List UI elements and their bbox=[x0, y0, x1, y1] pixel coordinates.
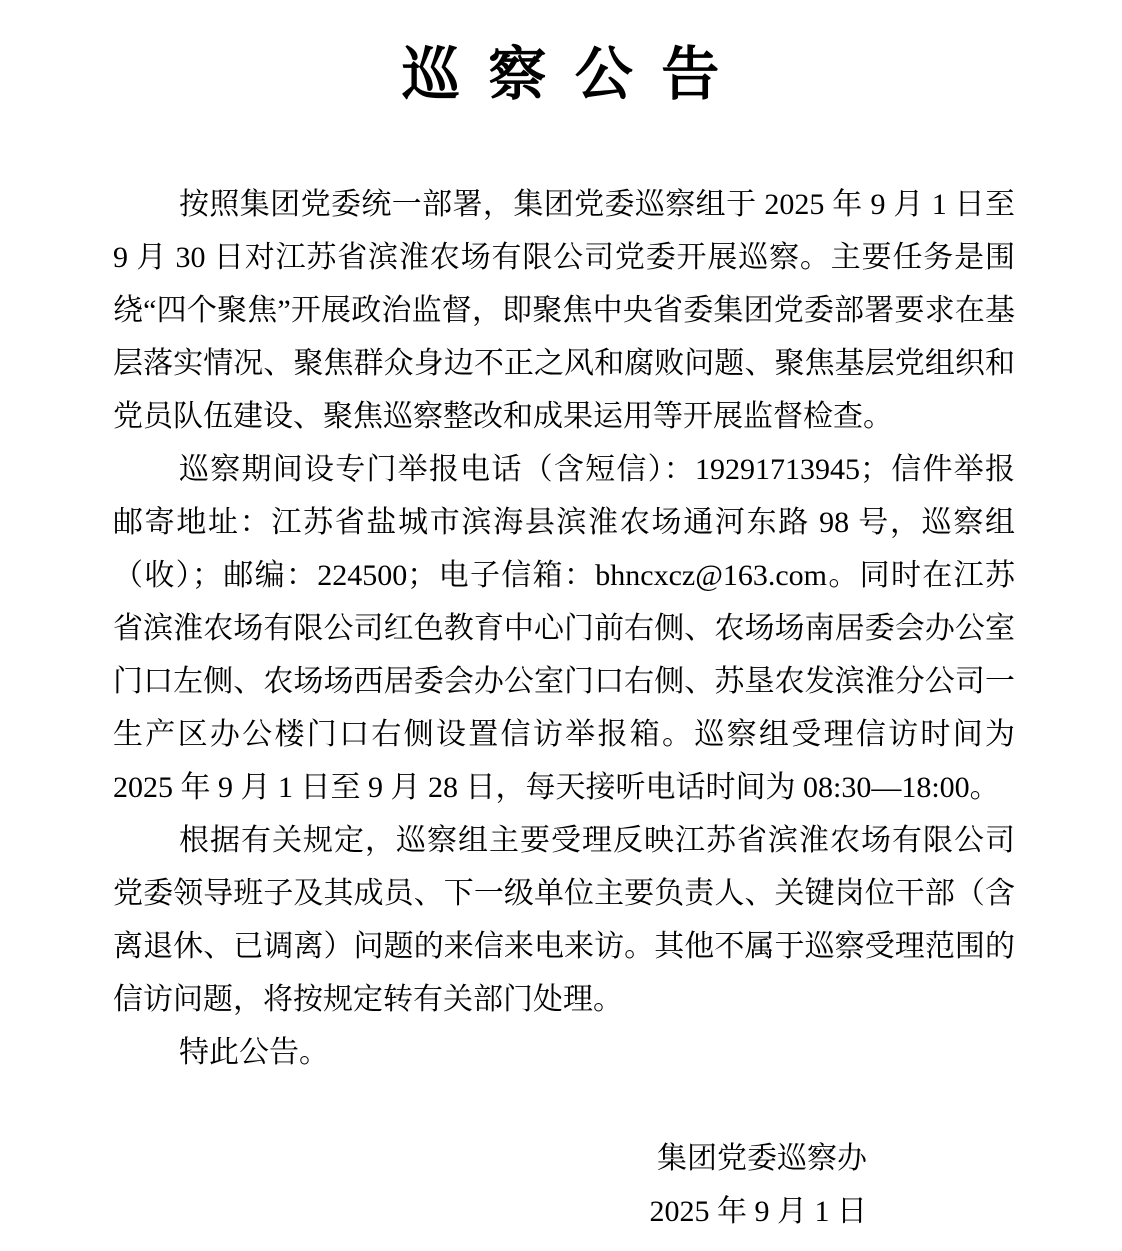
date: 2025 年 9 月 1 日 bbox=[649, 1195, 867, 1228]
signature-block bbox=[113, 1132, 1015, 1238]
paragraph-contact-info: 巡察期间设专门举报电话（含短信）：19291713945；信件举报邮寄地址：江苏省盐城市滨海县滨淮农场通河东路 98 号，巡察组（收）；邮编：224500；电子信箱：bhncxcz@163.com。同时在江苏省滨淮农场有限公司红色教育中心门前右侧、农场场南居委会办公室门口左侧、农场场西居委会办公室门口右侧、苏垦农发滨淮分公司一生产区办公楼门口右侧设置信访举报箱。巡察组受理信访时间为 2025 年 9 月 1 日至 9 月 28 日，每天接听电话时间为 08:30—18:00。 bbox=[113, 453, 1015, 804]
paragraph-closing: 特此公告。 bbox=[179, 1036, 329, 1069]
signature: 集团党委巡察办 bbox=[657, 1142, 867, 1175]
paragraph-acceptance-scope: 根据有关规定，巡察组主要受理反映江苏省滨淮农场有限公司党委领导班子及其成员、下一级单位主要负责人、关键岗位干部（含离退休、已调离）问题的来信来电来访。其他不属于巡察受理范围的信访问题，将按规定转有关部门处理。 bbox=[113, 824, 1015, 1016]
announcement-body bbox=[113, 178, 1015, 1079]
page-title: 巡 察 公 告 bbox=[401, 42, 727, 107]
paragraph-inspection-scope: 按照集团党委统一部署，集团党委巡察组于 2025 年 9 月 1 日至 9 月 30 日对江苏省滨淮农场有限公司党委开展巡察。主要任务是围绕“四个聚焦”开展政治监督，即聚焦中央省委集团党委部署要求在基层落实情况、聚焦群众身边不正之风和腐败问题、聚焦基层党组织和党员队伍建设、聚焦巡察整改和成果运用等开展监督检查。 bbox=[113, 188, 1015, 433]
